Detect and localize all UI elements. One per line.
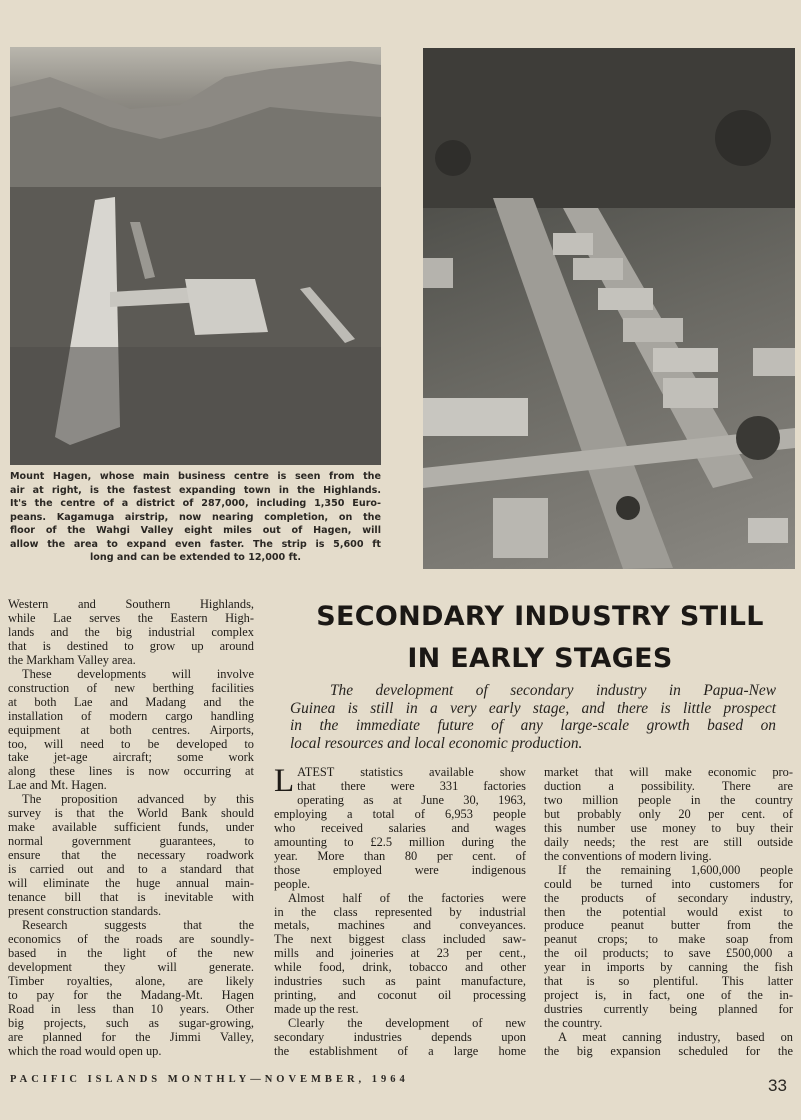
text-line: peanut crops; to make soap from (544, 933, 793, 947)
standfirst-line: The development of secondary industry in Papua-New (330, 682, 776, 699)
text-line: The proposition advanced by this (22, 793, 254, 807)
text-line: project is, in fact, one of the in- (544, 989, 793, 1003)
text-line: tenance bill that is inevitable with (8, 891, 254, 905)
text-line: year in imports by canning the fish (544, 961, 793, 975)
text-line: is carried out and to a standard that (8, 863, 254, 877)
text-line: made up the rest. (274, 1003, 359, 1017)
standfirst-line: Guinea is still in a very early stage, and there is little prospect (290, 699, 776, 717)
airstrip-photo (10, 47, 381, 465)
text-line: Road in less than 10 years. Other (8, 1002, 254, 1016)
text-line: Timber royalties, alone, are likely (8, 974, 254, 988)
text-line: the country. (544, 1017, 603, 1031)
text-line: These developments will involve (22, 667, 254, 681)
caption-line: peans. Kagamuga airstrip, now nearing completion, on the (10, 511, 381, 523)
text-line: the products of secondary industry, (544, 891, 793, 905)
town-photo-drawing (423, 48, 795, 569)
text-line: ATEST statistics available show (297, 766, 526, 779)
text-line: Clearly the development of new (288, 1017, 526, 1031)
text-line: the Markham Valley area. (8, 653, 136, 667)
mount-hagen-town-photo (423, 48, 795, 569)
article-headline (290, 596, 790, 680)
text-line: duction a possibility. There are (544, 779, 793, 793)
text-line: installation of modern cargo handling (8, 709, 254, 723)
text-line: survey is that the World Bank should (8, 807, 254, 821)
text-line: A meat canning industry, based on (558, 1031, 793, 1045)
text-line: then the potential would exist to (544, 905, 793, 919)
text-line: Almost half of the factories were (288, 891, 526, 905)
text-line: who received salaries and wages (274, 821, 526, 835)
caption-line: Mount Hagen, whose main business centre is seen from the (10, 471, 381, 482)
text-line: two million people in the country (544, 793, 793, 807)
text-line: are planned for the Jimmi Valley, (8, 1030, 254, 1044)
text-line: could be turned into customers for (544, 877, 793, 891)
text-line: development they will generate. (8, 960, 254, 974)
text-line: amounting to £2.5 million during the (274, 835, 526, 849)
text-line: the oil products; to save £500,000 a (544, 947, 793, 961)
article-standfirst (290, 682, 776, 752)
text-line: Western and Southern Highlands, (8, 598, 254, 611)
text-line: secondary industries depends upon (274, 1031, 526, 1045)
text-line: equipment at both centres. Airports, (8, 723, 254, 737)
text-line: too, will need to be developed to (8, 737, 254, 751)
text-line: year. More than 80 per cent. of (274, 849, 526, 863)
left-article-column (8, 598, 254, 1058)
caption-line: long and can be extended to 12,000 ft. (90, 552, 301, 563)
page-footer: PACIFIC ISLANDS MONTHLY—NOVEMBER, 1964 (10, 1074, 409, 1085)
text-line: printing, and coconut oil processing (274, 989, 526, 1003)
text-line: people. (274, 877, 311, 891)
text-line: market that will make economic pro- (544, 766, 793, 779)
caption-line: It's the centre of a district of 287,000, including 1,350 Euro- (10, 498, 381, 509)
text-line: normal government guarantees, to (8, 835, 254, 849)
text-line: those employed were indigenous (274, 863, 526, 877)
text-line: will eliminate the huge annual main- (8, 877, 254, 891)
text-line: present construction standards. (8, 904, 162, 918)
drop-cap: L (274, 763, 295, 799)
text-line: daily needs; the rest are still outside (544, 835, 793, 849)
text-line: employing a total of 6,953 people (274, 807, 526, 821)
text-line: economics of the roads are soundly- (8, 932, 254, 946)
text-line: produce peanut butter from the (544, 919, 793, 933)
caption-line: air at right, is the fastest expanding town in the Highlands. (10, 484, 381, 496)
middle-article-column (274, 763, 526, 1059)
text-line: big projects, such as sugar-growing, (8, 1016, 254, 1030)
standfirst-line: local resources and local economic production. (290, 734, 583, 752)
text-line: while Lae serves the Eastern High- (8, 611, 254, 625)
text-line: this number use money to buy their (544, 821, 793, 835)
text-line: that is destined to grow up around (8, 639, 254, 653)
airstrip-photo-drawing (10, 47, 381, 465)
text-line: the establishment of a large home (274, 1045, 526, 1059)
text-line: in the class represented by industrial (274, 905, 526, 919)
text-line: the conventions of modern living. (544, 849, 712, 863)
text-line: the big expansion scheduled for the (544, 1045, 793, 1059)
text-line: The next biggest class included saw- (274, 933, 526, 947)
right-article-column (544, 766, 793, 1059)
headline-line: IN EARLY STAGES (407, 643, 673, 674)
text-line: operating as at June 30, 1963, (297, 793, 526, 807)
text-line: mills and joineries at 23 per cent., (274, 947, 526, 961)
text-line: ensure that the necessary roadwork (8, 849, 254, 863)
text-line: industries such as paint manufacture, (274, 975, 526, 989)
photo-caption (10, 470, 381, 565)
text-line: to pay for the Madang-Mt. Hagen (8, 988, 254, 1002)
text-line: while food, drink, tobacco and other (274, 961, 526, 975)
text-line: Lae and Mt. Hagen. (8, 779, 107, 793)
text-line: lands and the big industrial complex (8, 625, 254, 639)
text-line: metals, machines and conveyances. (274, 919, 526, 933)
text-line: along these lines is now occurring at (8, 765, 254, 779)
page-number: 33 (768, 1076, 787, 1095)
text-line: make available sufficient funds, under (8, 821, 254, 835)
text-line: but probably only 20 per cent. of (544, 807, 793, 821)
text-line: which the road would open up. (8, 1044, 162, 1058)
headline-line: SECONDARY INDUSTRY STILL (316, 601, 764, 632)
text-line: Research suggests that the (22, 918, 254, 932)
text-line: dustries currently being planned for (544, 1003, 793, 1017)
standfirst-line: in the immediate future of any large-scale growth based on (290, 717, 776, 734)
text-line: at both Lae and Madang and the (8, 695, 254, 709)
text-line: based in the light of the new (8, 946, 254, 960)
text-line: that there were 331 factories (297, 779, 526, 793)
text-line: take jet-age aircraft; some work (8, 751, 254, 765)
caption-line: floor of the Wahgi Valley eight miles out of Hagen, will (10, 525, 381, 536)
text-line: If the remaining 1,600,000 people (558, 863, 793, 877)
text-line: that is so plentiful. This latter (544, 975, 793, 989)
caption-line: allow the area to expand even faster. The strip is 5,600 ft (10, 538, 381, 550)
text-line: construction of new berthing facilities (8, 681, 254, 695)
